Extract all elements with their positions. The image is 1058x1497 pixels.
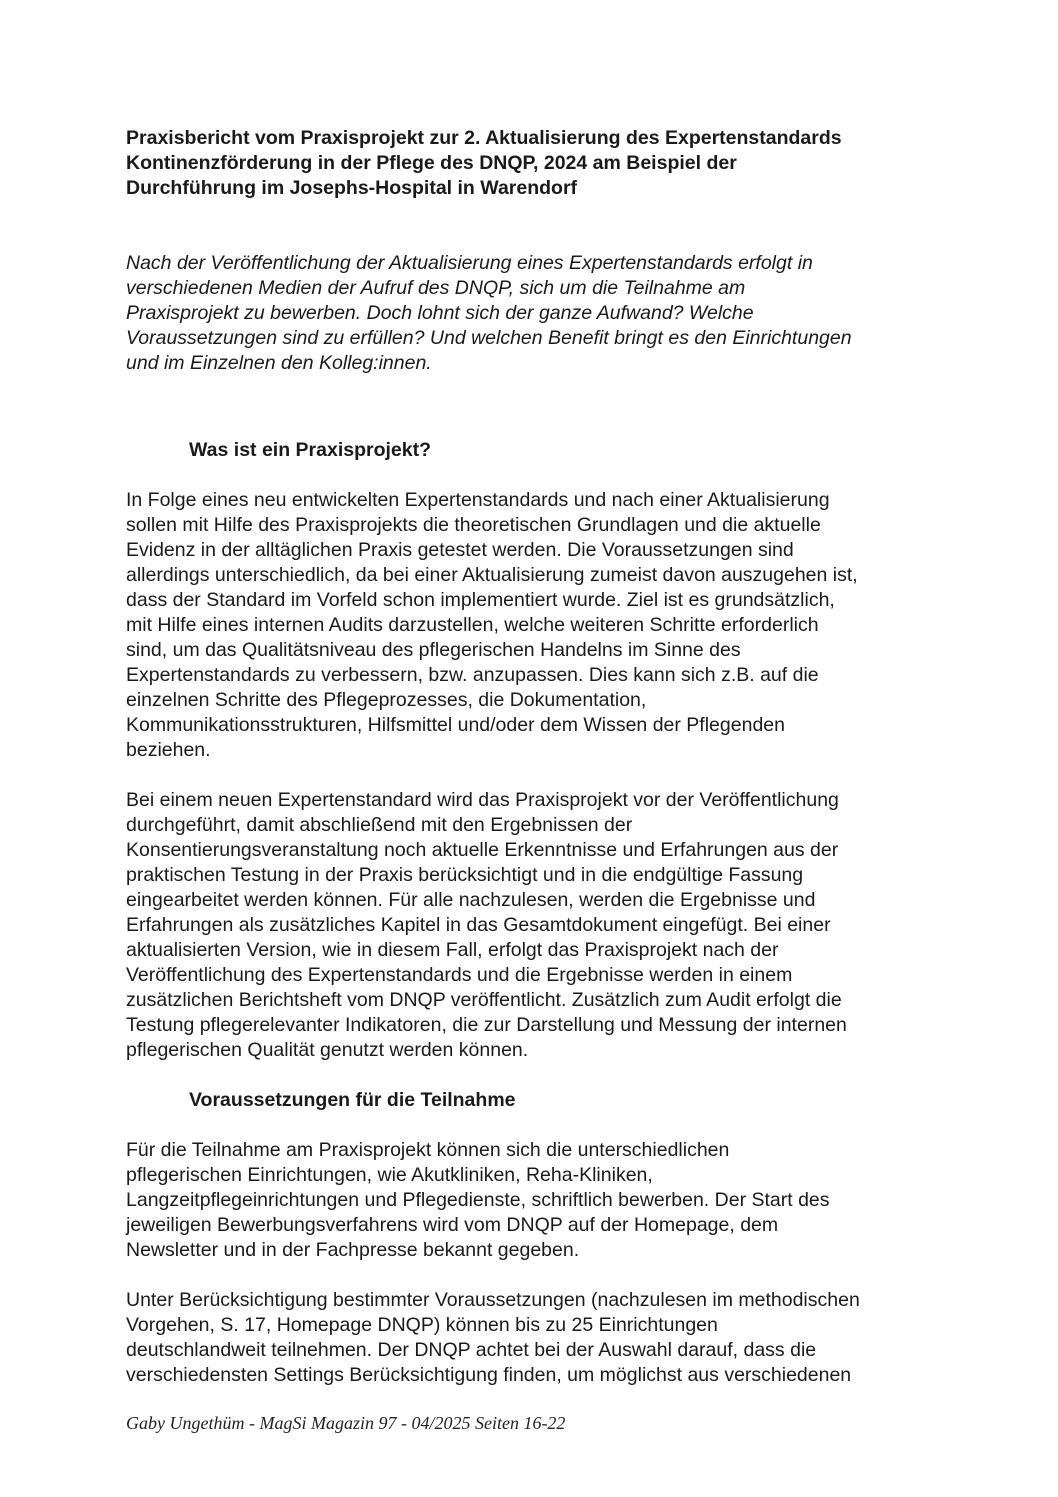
paragraph: Für die Teilnahme am Praxisprojekt können sich die unterschiedlichen pflegerischen Einrichtungen, wie Akutkliniken, Reha-Kliniken, Langzeitpflegeinrichtungen und Pflegedienste, schriftlich bewerben. Der Start des jeweiligen Bewerbungsverfahrens wird vom DNQP auf der Homepage, dem Newsletter und in der Fachpresse bekannt gegeben. bbox=[126, 1139, 830, 1261]
article-title: Praxisbericht vom Praxisprojekt zur 2. Aktualisierung des Expertenstandards Kontinenzförderung in der Pflege des DNQP, 2024 am Beispiel der Durchführung im Josephs-Hospital in Warendorf bbox=[126, 127, 842, 199]
document-page bbox=[126, 126, 936, 1388]
paragraph: Unter Berücksichtigung bestimmter Voraussetzungen (nachzulesen im methodischen Vorgehen, S. 17, Homepage DNQP) können bis zu 25 Einrichtungen deutschlandweit teilnehmen. Der DNQP achtet bei der Auswahl darauf, dass die verschiedensten Settings Berücksichtigung finden, um möglichst aus verschiedenen bbox=[126, 1289, 860, 1386]
paragraph: Bei einem neuen Expertenstandard wird das Praxisprojekt vor der Veröffentlichung durchgeführt, damit abschließend mit den Ergebnissen der Konsentierungsveranstaltung noch aktuelle Erkenntnisse und Erfahrungen aus der praktischen Testung in der Praxis berücksichtigt und in die endgültige Fassung eingearbeitet werden können. Für alle nachzulesen, werden die Ergebnisse und Erfahrungen als zusätzliches Kapitel in das Gesamtdokument eingefügt. Bei einer aktualisierten Version, wie in diesem Fall, erfolgt das Praxisprojekt nach der Veröffentlichung des Expertenstandards und die Ergebnisse werden in einem zusätzlichen Berichtsheft vom DNQP veröffentlicht. Zusätzlich zum Audit erfolgt die Testung pflegerelevanter Indikatoren, die zur Darstellung und Messung der internen pflegerischen Qualität genutzt werden können. bbox=[126, 789, 847, 1061]
article-intro: Nach der Veröffentlichung der Aktualisierung eines Expertenstandards erfolgt in verschiedenen Medien der Aufruf des DNQP, sich um die Teilnahme am Praxisprojekt zu bewerben. Doch lohnt sich der ganze Aufwand? Welche Voraussetzungen sind zu erfüllen? Und welchen Benefit bringt es den Einrichtungen und im Einzelnen den Kolleg:innen. bbox=[126, 252, 852, 374]
section-heading-voraussetzungen: Voraussetzungen für die Teilnahme bbox=[189, 1089, 516, 1111]
section-heading-praxisprojekt: Was ist ein Praxisprojekt? bbox=[189, 439, 432, 461]
page-footer: Gaby Ungethüm - MagSi Magazin 97 - 04/2025 Seiten 16-22 bbox=[126, 1413, 566, 1433]
paragraph: In Folge eines neu entwickelten Expertenstandards und nach einer Aktualisierung sollen mit Hilfe des Praxisprojekts die theoretischen Grundlagen und die aktuelle Evidenz in der alltäglichen Praxis getestet werden. Die Voraussetzungen sind allerdings unterschiedlich, da bei einer Aktualisierung zumeist davon auszugehen ist, dass der Standard im Vorfeld schon implementiert wurde. Ziel ist es grundsätzlich, mit Hilfe eines internen Audits darzustellen, welche weiteren Schritte erforderlich sind, um das Qualitätsniveau des pflegerischen Handelns im Sinne des Expertenstandards zu verbessern, bzw. anzupassen. Dies kann sich z.B. auf die einzelnen Schritte des Pflegeprozesses, die Dokumentation, Kommunikationsstrukturen, Hilfsmittel und/oder dem Wissen der Pflegenden beziehen. bbox=[126, 489, 858, 761]
